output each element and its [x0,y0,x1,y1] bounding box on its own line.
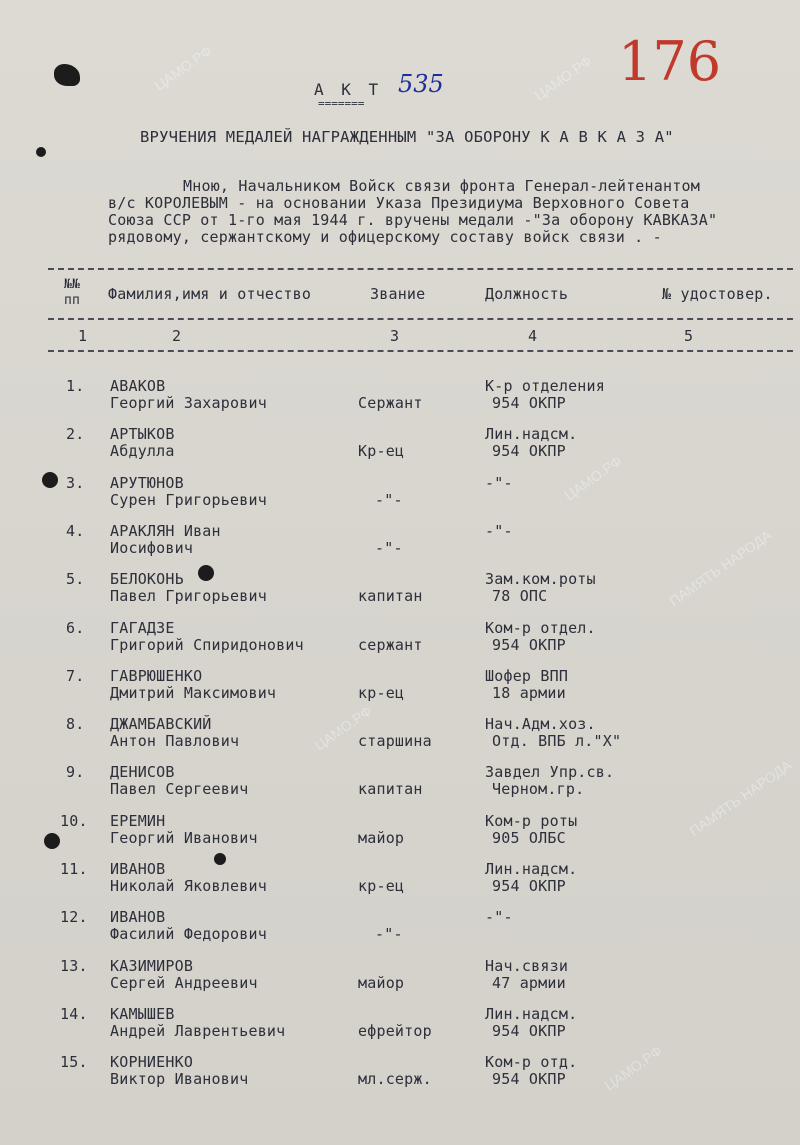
position-line: Лин.надсм. [485,425,578,443]
row-number: 10. [60,812,88,830]
position-unit: 905 ОЛБС [492,829,566,847]
rank: кр-ец [358,684,405,702]
surname: ЕРЕМИН [110,812,166,830]
position-unit: Отд. ВПБ л."Х" [492,732,622,750]
rank: кр-ец [358,877,405,895]
intro-line: Мною, Начальником Войск связи фронта Генерал-лейтенантом [183,177,700,195]
header-position: Должность [485,285,569,303]
position-line: -"- [485,474,513,492]
row-number: 13. [60,957,88,975]
punch-hole [44,833,60,849]
surname: КОРНИЕНКО [110,1053,194,1071]
header-num-bottom: пп [64,293,81,308]
rank: Сержант [358,394,423,412]
rank: -"- [375,539,403,557]
position-unit: 47 армии [492,974,566,992]
given-names: Павел Сергеевич [110,780,249,798]
given-names: Николай Яковлевич [110,877,267,895]
intro-line: в/с КОРОЛЕВЫМ - на основании Указа Президиума Верховного Совета [108,194,690,212]
surname: ДЕНИСОВ [110,763,175,781]
punch-hole [214,853,226,865]
rank: сержант [358,636,423,654]
surname: АРТЫКОВ [110,425,175,443]
rank: капитан [358,587,423,605]
rank: Кр-ец [358,442,405,460]
surname: КАЗИМИРОВ [110,957,194,975]
row-number: 1. [66,377,85,395]
position-unit: Черном.гр. [492,780,585,798]
given-names: Павел Григорьевич [110,587,267,605]
document-title: ВРУЧЕНИЯ МЕДАЛЕЙ НАГРАЖДЕННЫМ "ЗА ОБОРОНУ К А В К А З А" [140,128,674,146]
row-number: 14. [60,1005,88,1023]
rank: -"- [375,491,403,509]
watermark: ЦАМО.РФ [311,702,375,754]
row-number: 5. [66,570,85,588]
rank: майор [358,829,405,847]
rank: -"- [375,925,403,943]
surname: КАМЫШЕВ [110,1005,175,1023]
row-number: 8. [66,715,85,733]
position-line: -"- [485,908,513,926]
given-names: Георгий Захарович [110,394,267,412]
row-number: 2. [66,425,85,443]
surname: ИВАНОВ [110,908,166,926]
position-unit: 954 ОКПР [492,877,566,895]
surname: ИВАНОВ [110,860,166,878]
position-line: -"- [485,522,513,540]
row-number: 7. [66,667,85,685]
position-unit: 954 ОКПР [492,394,566,412]
position-line: Лин.надсм. [485,860,578,878]
column-number: 1 [78,327,88,345]
intro-line: Союза ССР от 1-го мая 1944 г. вручены медали -"За оборону КАВКАЗА" [108,211,718,229]
surname: АРАКЛЯН Иван [110,522,221,540]
given-names: Фасилий Федорович [110,925,267,943]
corner-number: 176 [618,30,722,93]
rank: старшина [358,732,432,750]
surname: ГАВРЮШЕНКО [110,667,203,685]
given-names: Абдулла [110,442,175,460]
row-number: 6. [66,619,85,637]
watermark: ЦАМО.РФ [601,1042,665,1094]
column-number: 4 [528,327,538,345]
surname: АВАКОВ [110,377,166,395]
table-rule [48,268,793,270]
header-cert: № удостовер. [662,285,773,303]
row-number: 9. [66,763,85,781]
position-line: Завдел Упр.св. [485,763,615,781]
row-number: 12. [60,908,88,926]
punch-hole [42,472,58,488]
position-line: Ком-р отдел. [485,619,596,637]
rank: капитан [358,780,423,798]
act-number: 535 [398,70,444,98]
given-names: Иосифович [110,539,194,557]
paper-defect [36,147,46,157]
surname: АРУТЮНОВ [110,474,184,492]
position-unit: 954 ОКПР [492,1070,566,1088]
table-rule [48,350,793,352]
position-line: Ком-р отд. [485,1053,578,1071]
paper-defect [54,64,80,86]
given-names: Дмитрий Максимович [110,684,277,702]
watermark: ЦАМО.РФ [531,52,595,104]
row-number: 3. [66,474,85,492]
punch-hole [198,565,214,581]
given-names: Виктор Иванович [110,1070,249,1088]
position-line: Зам.ком.роты [485,570,596,588]
position-line: Лин.надсм. [485,1005,578,1023]
rank: мл.серж. [358,1070,432,1088]
header-name: Фамилия,имя и отчество [108,285,312,303]
row-number: 4. [66,522,85,540]
position-unit: 954 ОКПР [492,636,566,654]
surname: ДЖАМБАВСКИЙ [110,715,212,733]
position-unit: 954 ОКПР [492,1022,566,1040]
act-underline: ======= [318,97,365,110]
rank: майор [358,974,405,992]
surname: ГАГАДЗЕ [110,619,175,637]
given-names: Сергей Андреевич [110,974,258,992]
watermark: ЦАМО.РФ [561,452,625,504]
given-names: Георгий Иванович [110,829,258,847]
header-num-top: №№ [64,277,81,292]
given-names: Антон Павлович [110,732,240,750]
given-names: Григорий Спиридонович [110,636,304,654]
surname: БЕЛОКОНЬ [110,570,184,588]
column-number: 2 [172,327,182,345]
row-number: 15. [60,1053,88,1071]
column-number: 5 [684,327,694,345]
position-unit: 78 ОПС [492,587,548,605]
watermark: ПАМЯТЬ НАРОДА [666,526,775,610]
act-label: А К Т [314,80,383,99]
row-number: 11. [60,860,88,878]
intro-line: рядовому, сержантскому и офицерскому составу войск связи . - [108,228,662,246]
watermark: ПАМЯТЬ НАРОДА [686,756,795,840]
position-line: Нач.Адм.хоз. [485,715,596,733]
position-line: Шофер ВПП [485,667,569,685]
position-line: Ком-р роты [485,812,578,830]
header-rank: Звание [370,285,426,303]
position-unit: 18 армии [492,684,566,702]
given-names: Сурен Григорьевич [110,491,267,509]
watermark: ЦАМО.РФ [151,42,215,94]
given-names: Андрей Лаврентьевич [110,1022,286,1040]
position-line: К-р отделения [485,377,605,395]
table-rule [48,318,793,320]
position-unit: 954 ОКПР [492,442,566,460]
column-number: 3 [390,327,400,345]
position-line: Нач.связи [485,957,569,975]
rank: ефрейтор [358,1022,432,1040]
